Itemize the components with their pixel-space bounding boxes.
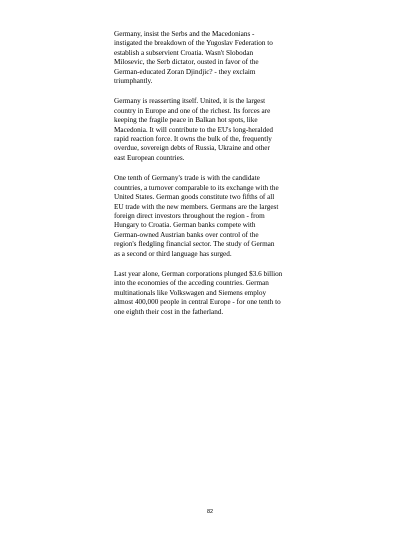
text-line: rapid reaction force. It owns the bulk of the, frequently: [114, 135, 272, 144]
page-number: 82: [206, 509, 214, 515]
text-line: one eighth their cost in the fatherland.: [114, 307, 224, 316]
text-line: overdue, sovereign debts of Russia, Ukraine and other: [114, 144, 270, 153]
text-line: United States. German goods constitute two fifths of all: [114, 193, 275, 202]
paragraph-4: [114, 270, 314, 317]
text-line: countries, a turnover comparable to its exchange with the: [114, 183, 279, 192]
text-line: Macedonia. It will contribute to the EU's long-heralded: [114, 125, 273, 134]
text-line: multinationals like Volkswagen and Siemens employ: [114, 288, 267, 297]
text-line: Last year alone, German corporations plunged $3.6 billion: [114, 269, 283, 278]
text-line: as a second or third language has surged.: [114, 249, 232, 258]
text-line: east European countries.: [114, 153, 185, 162]
text-line: Germany is reasserting itself. United, it is the largest: [114, 97, 266, 106]
text-line: country in Europe and one of the richest. Its forces are: [114, 106, 271, 115]
text-line: Germany, insist the Serbs and the Macedonians -: [114, 30, 255, 38]
text-line: One tenth of Germany's trade is with the candidate: [114, 174, 260, 183]
text-line: EU trade with the new members. Germans are the largest: [114, 202, 279, 211]
paragraph-1: [114, 30, 314, 86]
text-line: into the economies of the acceding countries. German: [114, 279, 269, 288]
text-line: Hungary to Croatia. German banks compete with: [114, 221, 256, 230]
text-line: German-owned Austrian banks over control of the: [114, 230, 259, 239]
text-line: almost 400,000 people in central Europe - for one tenth to: [114, 298, 281, 307]
text-line: German-educated Zoran Djindjic? - they exclaim: [114, 67, 256, 76]
text-line: Milosevic, the Serb dictator, ousted in favor of the: [114, 58, 259, 67]
text-line: triumphantly.: [114, 77, 153, 86]
text-line: region's fledgling financial sector. The study of German: [114, 240, 275, 249]
text-line: establish a subservient Croatia. Wasn't Slobodan: [114, 48, 254, 57]
paragraph-3: [114, 174, 314, 259]
paragraph-2: [114, 97, 314, 163]
text-line: instigated the breakdown of the Yugoslav Federation to: [114, 39, 273, 48]
text-column: [114, 30, 314, 328]
text-line: keeping the fragile peace in Balkan hot spots, like: [114, 116, 258, 125]
text-line: foreign direct investors throughout the region - from: [114, 211, 265, 220]
